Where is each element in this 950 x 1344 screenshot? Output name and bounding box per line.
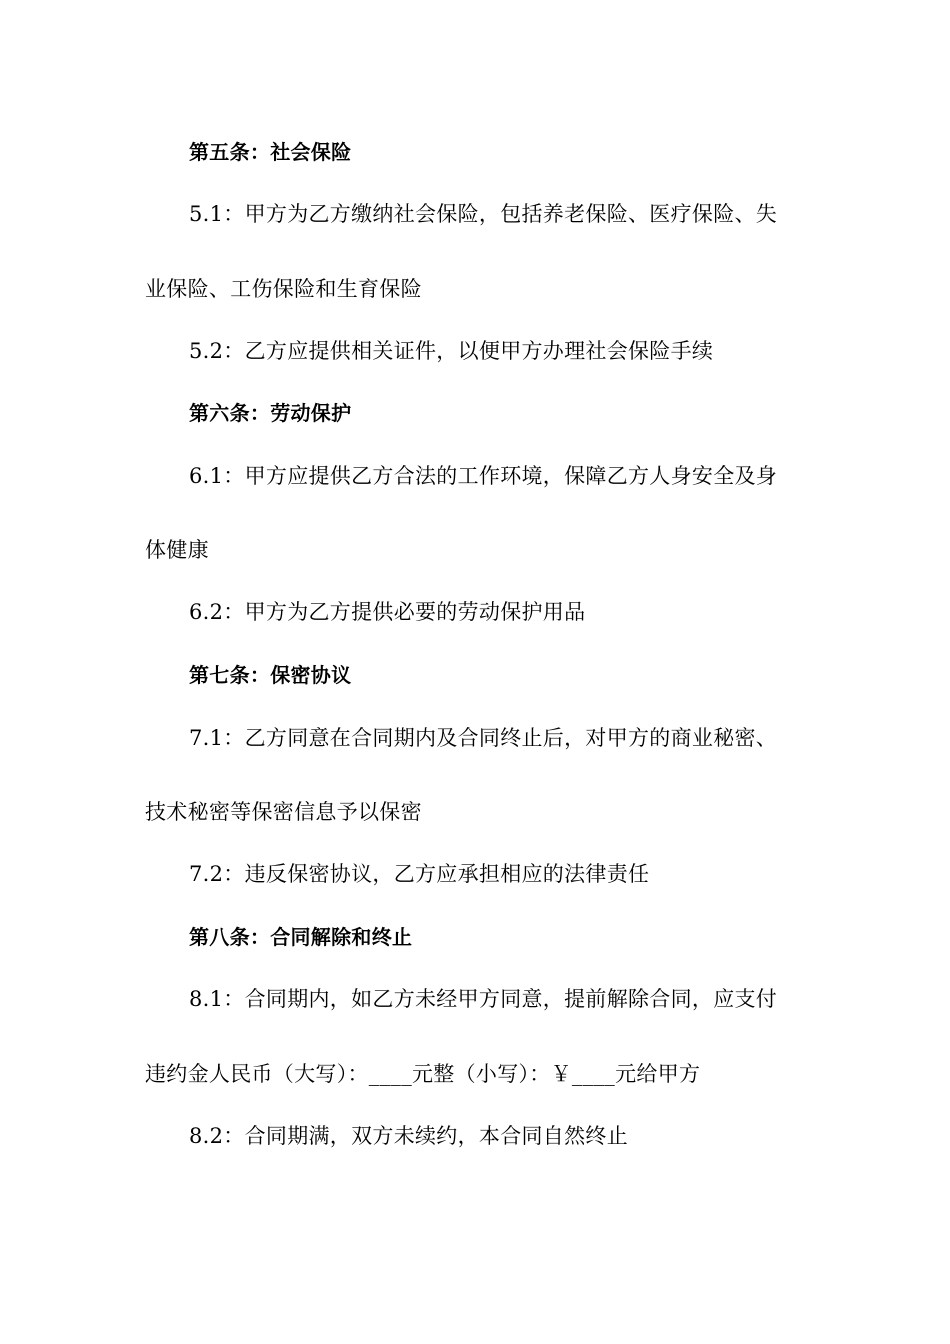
article-6-heading: 第六条：劳动保护	[189, 401, 352, 425]
article-5-heading: 第五条：社会保险	[189, 140, 352, 164]
clause-7-2: 7.2：违反保密协议，乙方应承担相应的法律责任	[189, 862, 650, 886]
clause-7-1-line-1: 7.1：乙方同意在合同期内及合同终止后，对甲方的商业秘密、	[189, 726, 778, 750]
clause-6-1-line-2: 体健康	[145, 538, 209, 562]
clause-8-1-line-2: 违约金人民币（大写）：____元整（小写）：￥____元给甲方	[145, 1062, 701, 1086]
article-7-heading: 第七条：保密协议	[189, 663, 352, 687]
clause-5-1-line-1: 5.1：甲方为乙方缴纳社会保险，包括养老保险、医疗保险、失	[189, 202, 778, 226]
clause-7-1-line-2: 技术秘密等保密信息予以保密	[145, 800, 422, 824]
clause-8-2: 8.2：合同期满，双方未续约，本合同自然终止	[189, 1124, 628, 1148]
clause-6-2: 6.2：甲方为乙方提供必要的劳动保护用品	[189, 600, 586, 624]
article-8-heading: 第八条：合同解除和终止	[189, 925, 413, 949]
clause-5-1-line-2: 业保险、工伤保险和生育保险	[145, 277, 422, 301]
clause-6-1-line-1: 6.1：甲方应提供乙方合法的工作环境，保障乙方人身安全及身	[189, 464, 778, 488]
clause-5-2: 5.2：乙方应提供相关证件，以便甲方办理社会保险手续	[189, 339, 714, 363]
clause-8-1-line-1: 8.1：合同期内，如乙方未经甲方同意，提前解除合同，应支付	[189, 987, 778, 1011]
